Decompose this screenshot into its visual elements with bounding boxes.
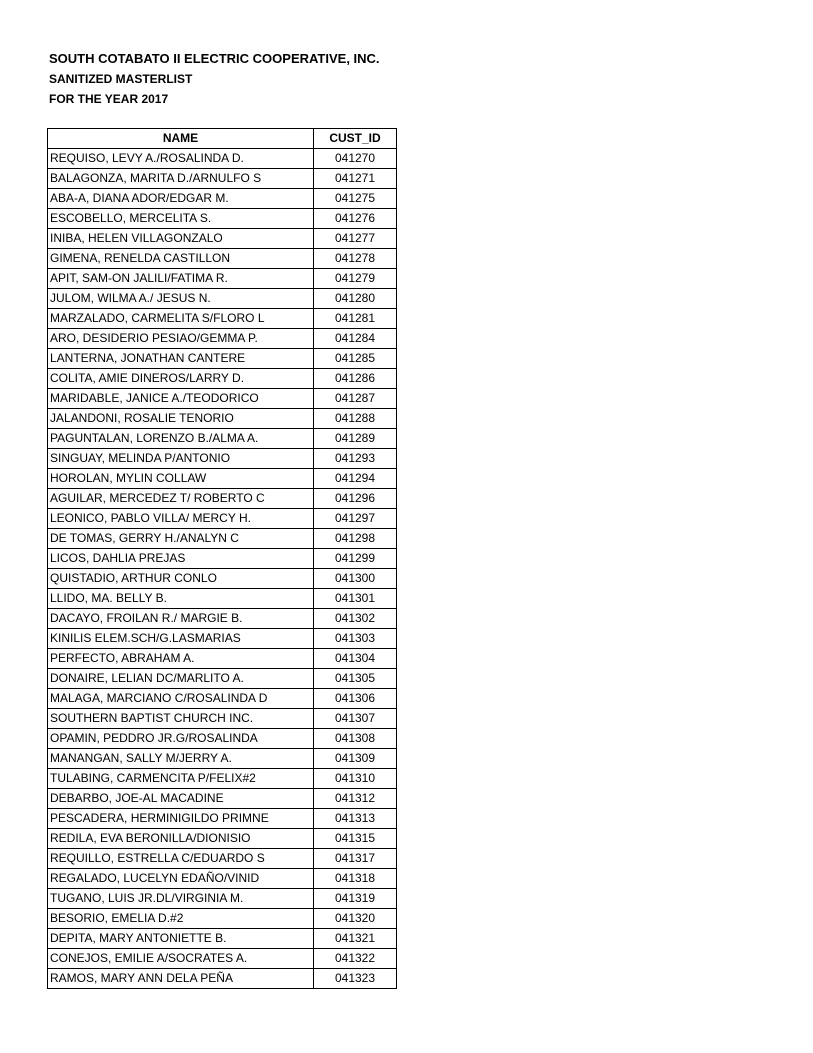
- cell-name: LICOS, DAHLIA PREJAS: [48, 549, 314, 569]
- table-row: [48, 889, 397, 909]
- cell-cust-id: 041286: [314, 369, 397, 389]
- table-row: [48, 189, 397, 209]
- cell-name: APIT, SAM-ON JALILI/FATIMA R.: [48, 269, 314, 289]
- cell-cust-id: 041309: [314, 749, 397, 769]
- cell-cust-id: 041277: [314, 229, 397, 249]
- table-row: [48, 949, 397, 969]
- cell-cust-id: 041313: [314, 809, 397, 829]
- cell-name: LLIDO, MA. BELLY B.: [48, 589, 314, 609]
- table-row: [48, 749, 397, 769]
- cell-name: REQUILLO, ESTRELLA C/EDUARDO S: [48, 849, 314, 869]
- cell-cust-id: 041289: [314, 429, 397, 449]
- cell-name: DACAYO, FROILAN R./ MARGIE B.: [48, 609, 314, 629]
- table-row: [48, 849, 397, 869]
- cell-name: INIBA, HELEN VILLAGONZALO: [48, 229, 314, 249]
- cell-cust-id: 041287: [314, 389, 397, 409]
- table-row: [48, 389, 397, 409]
- cell-cust-id: 041270: [314, 149, 397, 169]
- cell-cust-id: 041278: [314, 249, 397, 269]
- cell-cust-id: 041299: [314, 549, 397, 569]
- table-row: [48, 689, 397, 709]
- cell-name: TUGANO, LUIS JR.DL/VIRGINIA M.: [48, 889, 314, 909]
- table-row: [48, 909, 397, 929]
- table-row: [48, 829, 397, 849]
- table-row: [48, 629, 397, 649]
- cell-cust-id: 041307: [314, 709, 397, 729]
- table-row: [48, 589, 397, 609]
- table-row: [48, 809, 397, 829]
- cell-name: OPAMIN, PEDDRO JR.G/ROSALINDA: [48, 729, 314, 749]
- cell-name: QUISTADIO, ARTHUR CONLO: [48, 569, 314, 589]
- cell-cust-id: 041293: [314, 449, 397, 469]
- document-header: [49, 49, 380, 109]
- table-row: [48, 289, 397, 309]
- cell-name: BESORIO, EMELIA D.#2: [48, 909, 314, 929]
- table-row: [48, 449, 397, 469]
- table-row: [48, 869, 397, 889]
- cell-cust-id: 041275: [314, 189, 397, 209]
- table-row: [48, 269, 397, 289]
- cell-cust-id: 041276: [314, 209, 397, 229]
- cell-name: CONEJOS, EMILIE A/SOCRATES A.: [48, 949, 314, 969]
- cell-cust-id: 041317: [314, 849, 397, 869]
- table-row: [48, 249, 397, 269]
- cell-cust-id: 041301: [314, 589, 397, 609]
- table-row: [48, 489, 397, 509]
- column-header-cust-id: CUST_ID: [314, 129, 397, 149]
- cell-name: KINILIS ELEM.SCH/G.LASMARIAS: [48, 629, 314, 649]
- cell-name: HOROLAN, MYLIN COLLAW: [48, 469, 314, 489]
- table-row: [48, 609, 397, 629]
- cell-name: GIMENA, RENELDA CASTILLON: [48, 249, 314, 269]
- cell-cust-id: 041271: [314, 169, 397, 189]
- table-row: [48, 789, 397, 809]
- cell-cust-id: 041305: [314, 669, 397, 689]
- cell-name: REGALADO, LUCELYN EDAÑO/VINID: [48, 869, 314, 889]
- cell-cust-id: 041319: [314, 889, 397, 909]
- cell-name: PAGUNTALAN, LORENZO B./ALMA A.: [48, 429, 314, 449]
- cell-cust-id: 041285: [314, 349, 397, 369]
- cell-cust-id: 041300: [314, 569, 397, 589]
- cell-cust-id: 041323: [314, 969, 397, 989]
- table-row: [48, 469, 397, 489]
- cell-cust-id: 041280: [314, 289, 397, 309]
- cell-cust-id: 041296: [314, 489, 397, 509]
- cell-name: MARIDABLE, JANICE A./TEODORICO: [48, 389, 314, 409]
- cell-name: DEBARBO, JOE-AL MACADINE: [48, 789, 314, 809]
- table-row: [48, 309, 397, 329]
- table-row: [48, 369, 397, 389]
- cell-cust-id: 041322: [314, 949, 397, 969]
- table-row: [48, 429, 397, 449]
- table-row: [48, 649, 397, 669]
- cell-cust-id: 041308: [314, 729, 397, 749]
- table-row: [48, 569, 397, 589]
- cell-name: PERFECTO, ABRAHAM A.: [48, 649, 314, 669]
- cell-name: AGUILAR, MERCEDEZ T/ ROBERTO C: [48, 489, 314, 509]
- cell-cust-id: 041306: [314, 689, 397, 709]
- cell-name: JALANDONI, ROSALIE TENORIO: [48, 409, 314, 429]
- table-row: [48, 149, 397, 169]
- cell-cust-id: 041320: [314, 909, 397, 929]
- cell-name: DONAIRE, LELIAN DC/MARLITO A.: [48, 669, 314, 689]
- cell-name: BALAGONZA, MARITA D./ARNULFO S: [48, 169, 314, 189]
- cell-cust-id: 041315: [314, 829, 397, 849]
- cell-name: SOUTHERN BAPTIST CHURCH INC.: [48, 709, 314, 729]
- cell-name: ABA-A, DIANA ADOR/EDGAR M.: [48, 189, 314, 209]
- cell-name: SINGUAY, MELINDA P/ANTONIO: [48, 449, 314, 469]
- table-row: [48, 549, 397, 569]
- cell-name: RAMOS, MARY ANN DELA PEÑA: [48, 969, 314, 989]
- cell-cust-id: 041297: [314, 509, 397, 529]
- document-year: FOR THE YEAR 2017: [49, 92, 169, 106]
- table-row: [48, 209, 397, 229]
- cell-name: ESCOBELLO, MERCELITA S.: [48, 209, 314, 229]
- table-row: [48, 509, 397, 529]
- table-row: [48, 409, 397, 429]
- column-header-name: NAME: [48, 129, 314, 149]
- document-subtitle: SANITIZED MASTERLIST: [49, 72, 193, 86]
- table-row: [48, 529, 397, 549]
- cell-name: MARZALADO, CARMELITA S/FLORO L: [48, 309, 314, 329]
- cell-name: REDILA, EVA BERONILLA/DIONISIO: [48, 829, 314, 849]
- cell-name: COLITA, AMIE DINEROS/LARRY D.: [48, 369, 314, 389]
- cell-name: JULOM, WILMA A./ JESUS N.: [48, 289, 314, 309]
- cell-cust-id: 041303: [314, 629, 397, 649]
- cell-cust-id: 041288: [314, 409, 397, 429]
- table-row: [48, 709, 397, 729]
- cell-cust-id: 041279: [314, 269, 397, 289]
- cell-cust-id: 041281: [314, 309, 397, 329]
- table-row: [48, 769, 397, 789]
- cell-cust-id: 041294: [314, 469, 397, 489]
- cell-name: LEONICO, PABLO VILLA/ MERCY H.: [48, 509, 314, 529]
- cell-name: TULABING, CARMENCITA P/FELIX#2: [48, 769, 314, 789]
- cell-cust-id: 041321: [314, 929, 397, 949]
- table-row: [48, 729, 397, 749]
- cell-name: ARO, DESIDERIO PESIAO/GEMMA P.: [48, 329, 314, 349]
- table-row: [48, 669, 397, 689]
- table-body: [48, 149, 397, 989]
- cell-name: PESCADERA, HERMINIGILDO PRIMNE: [48, 809, 314, 829]
- table-row: [48, 169, 397, 189]
- cell-name: DE TOMAS, GERRY H./ANALYN C: [48, 529, 314, 549]
- cell-name: DEPITA, MARY ANTONIETTE B.: [48, 929, 314, 949]
- cell-cust-id: 041310: [314, 769, 397, 789]
- cell-cust-id: 041284: [314, 329, 397, 349]
- table-row: [48, 929, 397, 949]
- cell-cust-id: 041312: [314, 789, 397, 809]
- table-row: [48, 229, 397, 249]
- cell-cust-id: 041304: [314, 649, 397, 669]
- cell-name: LANTERNA, JONATHAN CANTERE: [48, 349, 314, 369]
- cell-name: REQUISO, LEVY A./ROSALINDA D.: [48, 149, 314, 169]
- cell-cust-id: 041302: [314, 609, 397, 629]
- cell-cust-id: 041298: [314, 529, 397, 549]
- cell-cust-id: 041318: [314, 869, 397, 889]
- table-header-row: [48, 129, 397, 149]
- cell-name: MALAGA, MARCIANO C/ROSALINDA D: [48, 689, 314, 709]
- company-title: SOUTH COTABATO II ELECTRIC COOPERATIVE, INC.: [49, 51, 380, 66]
- table-row: [48, 349, 397, 369]
- masterlist-table: [47, 128, 397, 989]
- cell-name: MANANGAN, SALLY M/JERRY A.: [48, 749, 314, 769]
- table-row: [48, 969, 397, 989]
- table-row: [48, 329, 397, 349]
